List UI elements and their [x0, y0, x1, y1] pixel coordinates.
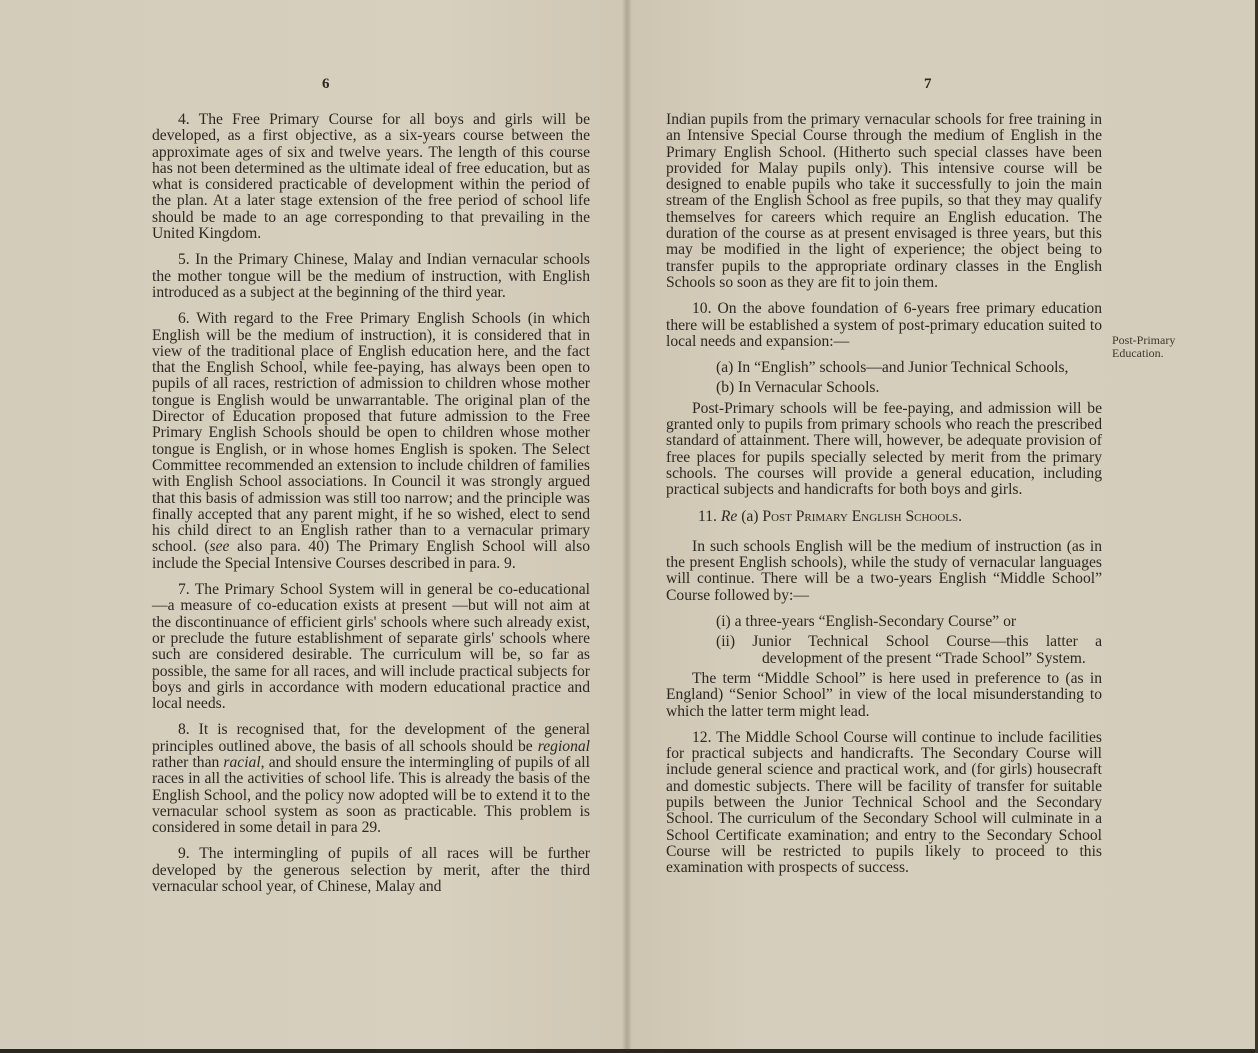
paragraph-11-item-i: (i) a three-years “English-Secondary Course” or	[716, 613, 1017, 631]
paragraph-8-regional: regional	[537, 737, 590, 755]
right-page	[628, 0, 1258, 1053]
paragraph-11-item-ii: (ii) Junior Technical School Course—this latter a development of the present “Trade School” System.	[716, 633, 1102, 667]
paragraph-5: 5. In the Primary Chinese, Malay and Indian vernacular schools the mother tongue will be the medium of instruction, with English introduced as a subject at the beginning of the third year.	[152, 251, 590, 301]
paragraph-10-item-a: (a) In “English” schools—and Junior Technical Schools,	[716, 359, 1069, 377]
paragraph-6-body: 6. With regard to the Free Primary English Schools (in which English will be the medium of instruction), it is considered that in view of the traditional place of English education here, and the fact that the English School, while fee-paying, has always been open to pupils of all races, restriction of admission to children whose mother tongue is English would be unwarrantable. The original plan of the Director of Education proposed that future admission to the Free Primary English Schools should be open to children whose mother tongue is English, or in whose homes English is spoken. The Select Committee recommended an extension to include children of families with English School associations. In Council it was strongly argued that this basis of admission was still too narrow; and the principle was finally accepted that any parent might, if he so wished, elect to send his child direct to an English rather than to a vernacular primary school.	[152, 310, 590, 556]
paragraph-8	[152, 722, 590, 836]
paragraph-6-tail: also para. 40) The Primary English School will also include the Special Intensive Courses described in para. 9.	[152, 538, 591, 572]
paragraph-8-racial: racial,	[223, 753, 265, 771]
paragraph-7: 7. The Primary School System will in general be co-educational—a measure of co-education exists at present —but will not aim at the discontinuance of efficient girls' schools where such already exist, or preclude the future establishment of separate girls' schools where such are considered desirable. The curriculum will be, so far as possible, the same for all races, and will include practical subjects for boys and girls in accordance with modern educational practice and local needs.	[152, 581, 590, 713]
page-number-right: 7	[924, 76, 932, 92]
paragraph-11-number: 11.	[698, 507, 717, 525]
paragraph-8-mid: rather than	[152, 753, 220, 771]
paragraph-11-re: Re	[720, 507, 738, 525]
paragraph-6: 6. With regard to the Free Primary English Schools (in which English will be the medium of instruction), it is considered that in view of the traditional place of English education here, and the fact that the English School, while fee-paying, has always been open to pupils of all races, restriction of admission to children whose mother tongue is English would be unwarrantable. The original plan of the Director of Education proposed that future admission to the Free Primary English Schools should be open to children whose mother tongue is English, or in whose homes English is spoken. The Select Committee recommended an extension to include children of families with English School associations. In Council it was strongly argued that this basis of admission was still too narrow; and the principle was finally accepted that any parent might, if he so wished, elect to send his child direct to an English rather than to a vernacular primary school. (see also para. 40) The Primary English School will also include the Special Intensive Courses described in para. 9.	[152, 310, 591, 572]
paragraph-4: 4. The Free Primary Course for all boys and girls will be developed, as a first objective, as a six-years course between the approximate ages of six and twelve years. The length of this course has not been determined as the ultimate ideal of free education, but as what is considered practicable of development within the period of the plan. At a later stage extension of the free period of school life should be made to an age corresponding to that prevailing in the United Kingdom.	[152, 111, 590, 243]
paragraph-11-tail: The term “Middle School” is here used in preference to (as in England) “Senior School” in view of the local misunderstanding to which the latter term might lead.	[666, 669, 1102, 720]
paragraph-10-tail: Post-Primary schools will be fee-paying, and admission will be granted only to pupils from primary schools who reach the prescribed standard of attainment. There will, however, be adequate provision of free places for pupils specially selected by merit from the primary schools. The courses will provide a general education, including practical subjects and handicrafts for both boys and girls.	[666, 399, 1102, 499]
paragraph-10: 10. On the above foundation of 6-years free primary education there will be established a system of post-primary education suited to local needs and expansion:—	[666, 300, 1102, 350]
paragraph-9: 9. The intermingling of pupils of all races will be further developed by the generous selection by merit, after the third vernacular school year, of Chinese, Malay and	[152, 845, 590, 896]
left-page-text	[152, 112, 590, 905]
paragraph-10-item-b: (b) In Vernacular Schools.	[716, 379, 880, 397]
paragraph-8-tail: and should ensure the intermingling of pupils of all races in all the activities of school life. This is already the basis of the English School, and the policy now adopted will be to extend it to the vernacular school system as soon as practicable. This problem is considered in some detail in para 29.	[152, 753, 590, 837]
book-gutter	[622, 0, 632, 1053]
paragraph-9-continued: Indian pupils from the primary vernacular schools for free training in an Intensive Special Course through the medium of English in the Primary English School. (Hitherto such special classes have been provided for Malay pupils only). This intensive course will be designed to enable pupils who take it successfully to join the main stream of the English School as free pupils, so that they may qualify themselves for careers which require an English education. The duration of the course as at present envisaged is three years, but this may be modified in the light of experience; the object being to transfer pupils to the appropriate ordinary classes in the English Schools so soon as they are fit to join them.	[666, 111, 1102, 291]
bottom-edge	[0, 1049, 1258, 1053]
paragraph-6-see: see	[209, 538, 230, 556]
paragraph-11-heading	[666, 509, 1102, 525]
paragraph-11-title: Post Primary English Schools.	[762, 507, 963, 525]
margin-note-post-primary: Post-Primary Education.	[1112, 333, 1176, 360]
left-page	[0, 0, 628, 1053]
paragraph-8-body: 8. It is recognised that, for the development of the general principles outlined above, the basis of all schools should be	[152, 721, 590, 755]
page-number-left: 6	[322, 76, 330, 92]
paragraph-11-body: In such schools English will be the medium of instruction (as in the present English schools), while the study of vernacular languages will continue. There will be a two-years English “Middle School” Course followed by:—	[666, 537, 1102, 604]
paragraph-11-a: (a)	[741, 507, 759, 525]
right-page-text	[666, 112, 1102, 886]
paragraph-12: 12. The Middle School Course will continue to include facilities for practical subjects and handicrafts. The Secondary Course will include general science and practical work, and (for girls) housecraft and domestic subjects. There will be facility of transfer for suitable pupils between the Junior Technical School and the Secondary School. The curriculum of the Secondary School will culminate in a School Certificate examination; and entry to the Secondary School Course will be restricted to pupils likely to proceed to this examination with prospects of success.	[666, 728, 1102, 877]
